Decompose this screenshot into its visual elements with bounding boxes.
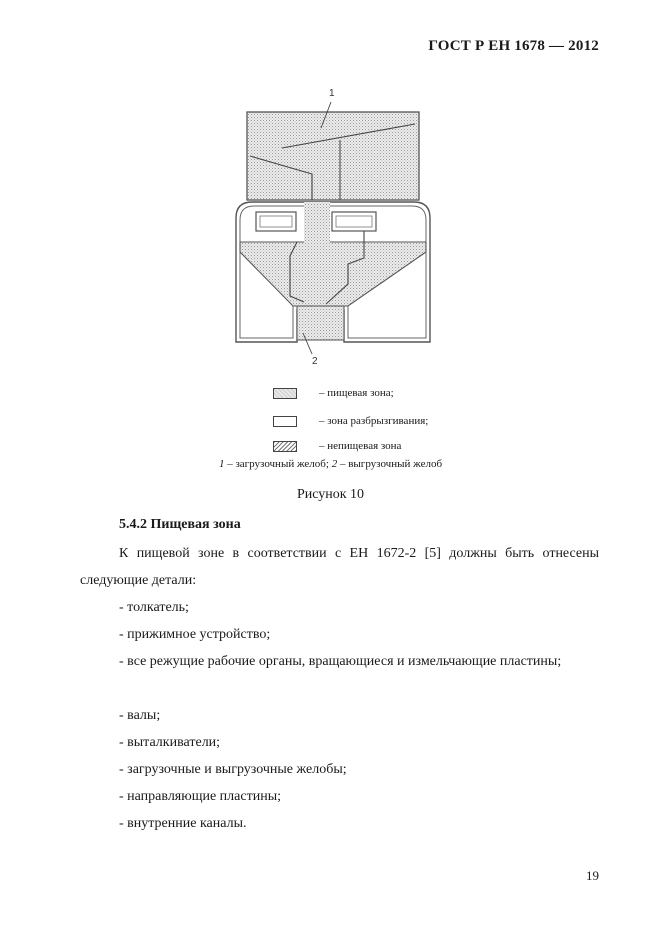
figure-caption: Рисунок 10 [296, 487, 365, 502]
legend-label: – непищевая зона [319, 440, 402, 452]
list-item: - валы; [119, 708, 161, 723]
nonfood-zone-swatch [273, 441, 297, 452]
legend-splash-zone [273, 413, 428, 429]
legend-label: – пищевая зона; [319, 387, 394, 399]
list-item: - все режущие рабочие органы, вращающиеся и измельчающие пластины; [119, 654, 562, 669]
list-item: - прижимное устройство; [119, 627, 271, 642]
figure-note: 1 – загрузочный желоб; 2 – выгрузочный желоб [218, 458, 443, 470]
machine-zones-figure [200, 78, 460, 368]
food-zone-swatch [273, 388, 297, 399]
legend-nonfood-zone [273, 438, 401, 454]
page-number: 19 [586, 868, 599, 883]
list-item: - направляющие пластины; [119, 789, 281, 804]
callout-2-label: 2 [312, 356, 318, 367]
document-header: ГОСТ Р ЕН 1678 — 2012 [428, 38, 599, 54]
left-plate [256, 212, 296, 231]
legend-label: – зона разбрызгивания; [319, 415, 429, 427]
right-plate [332, 212, 376, 231]
section-intro: К пищевой зоне в соответствии с ЕН 1672-2 [5] должны быть отнесены следующие детали: [80, 546, 599, 588]
list-item: - толкатель; [119, 600, 189, 615]
legend-food-zone [273, 385, 394, 401]
section-heading: 5.4.2 Пищевая зона [119, 517, 241, 532]
list-item: - загрузочные и выгрузочные желобы; [119, 762, 347, 777]
list-item: - внутренние каналы. [119, 816, 247, 831]
splash-zone-swatch [273, 416, 297, 427]
list-item: - выталкиватели; [119, 735, 221, 750]
callout-1-label: 1 [329, 88, 335, 99]
loading-chute [247, 112, 419, 200]
